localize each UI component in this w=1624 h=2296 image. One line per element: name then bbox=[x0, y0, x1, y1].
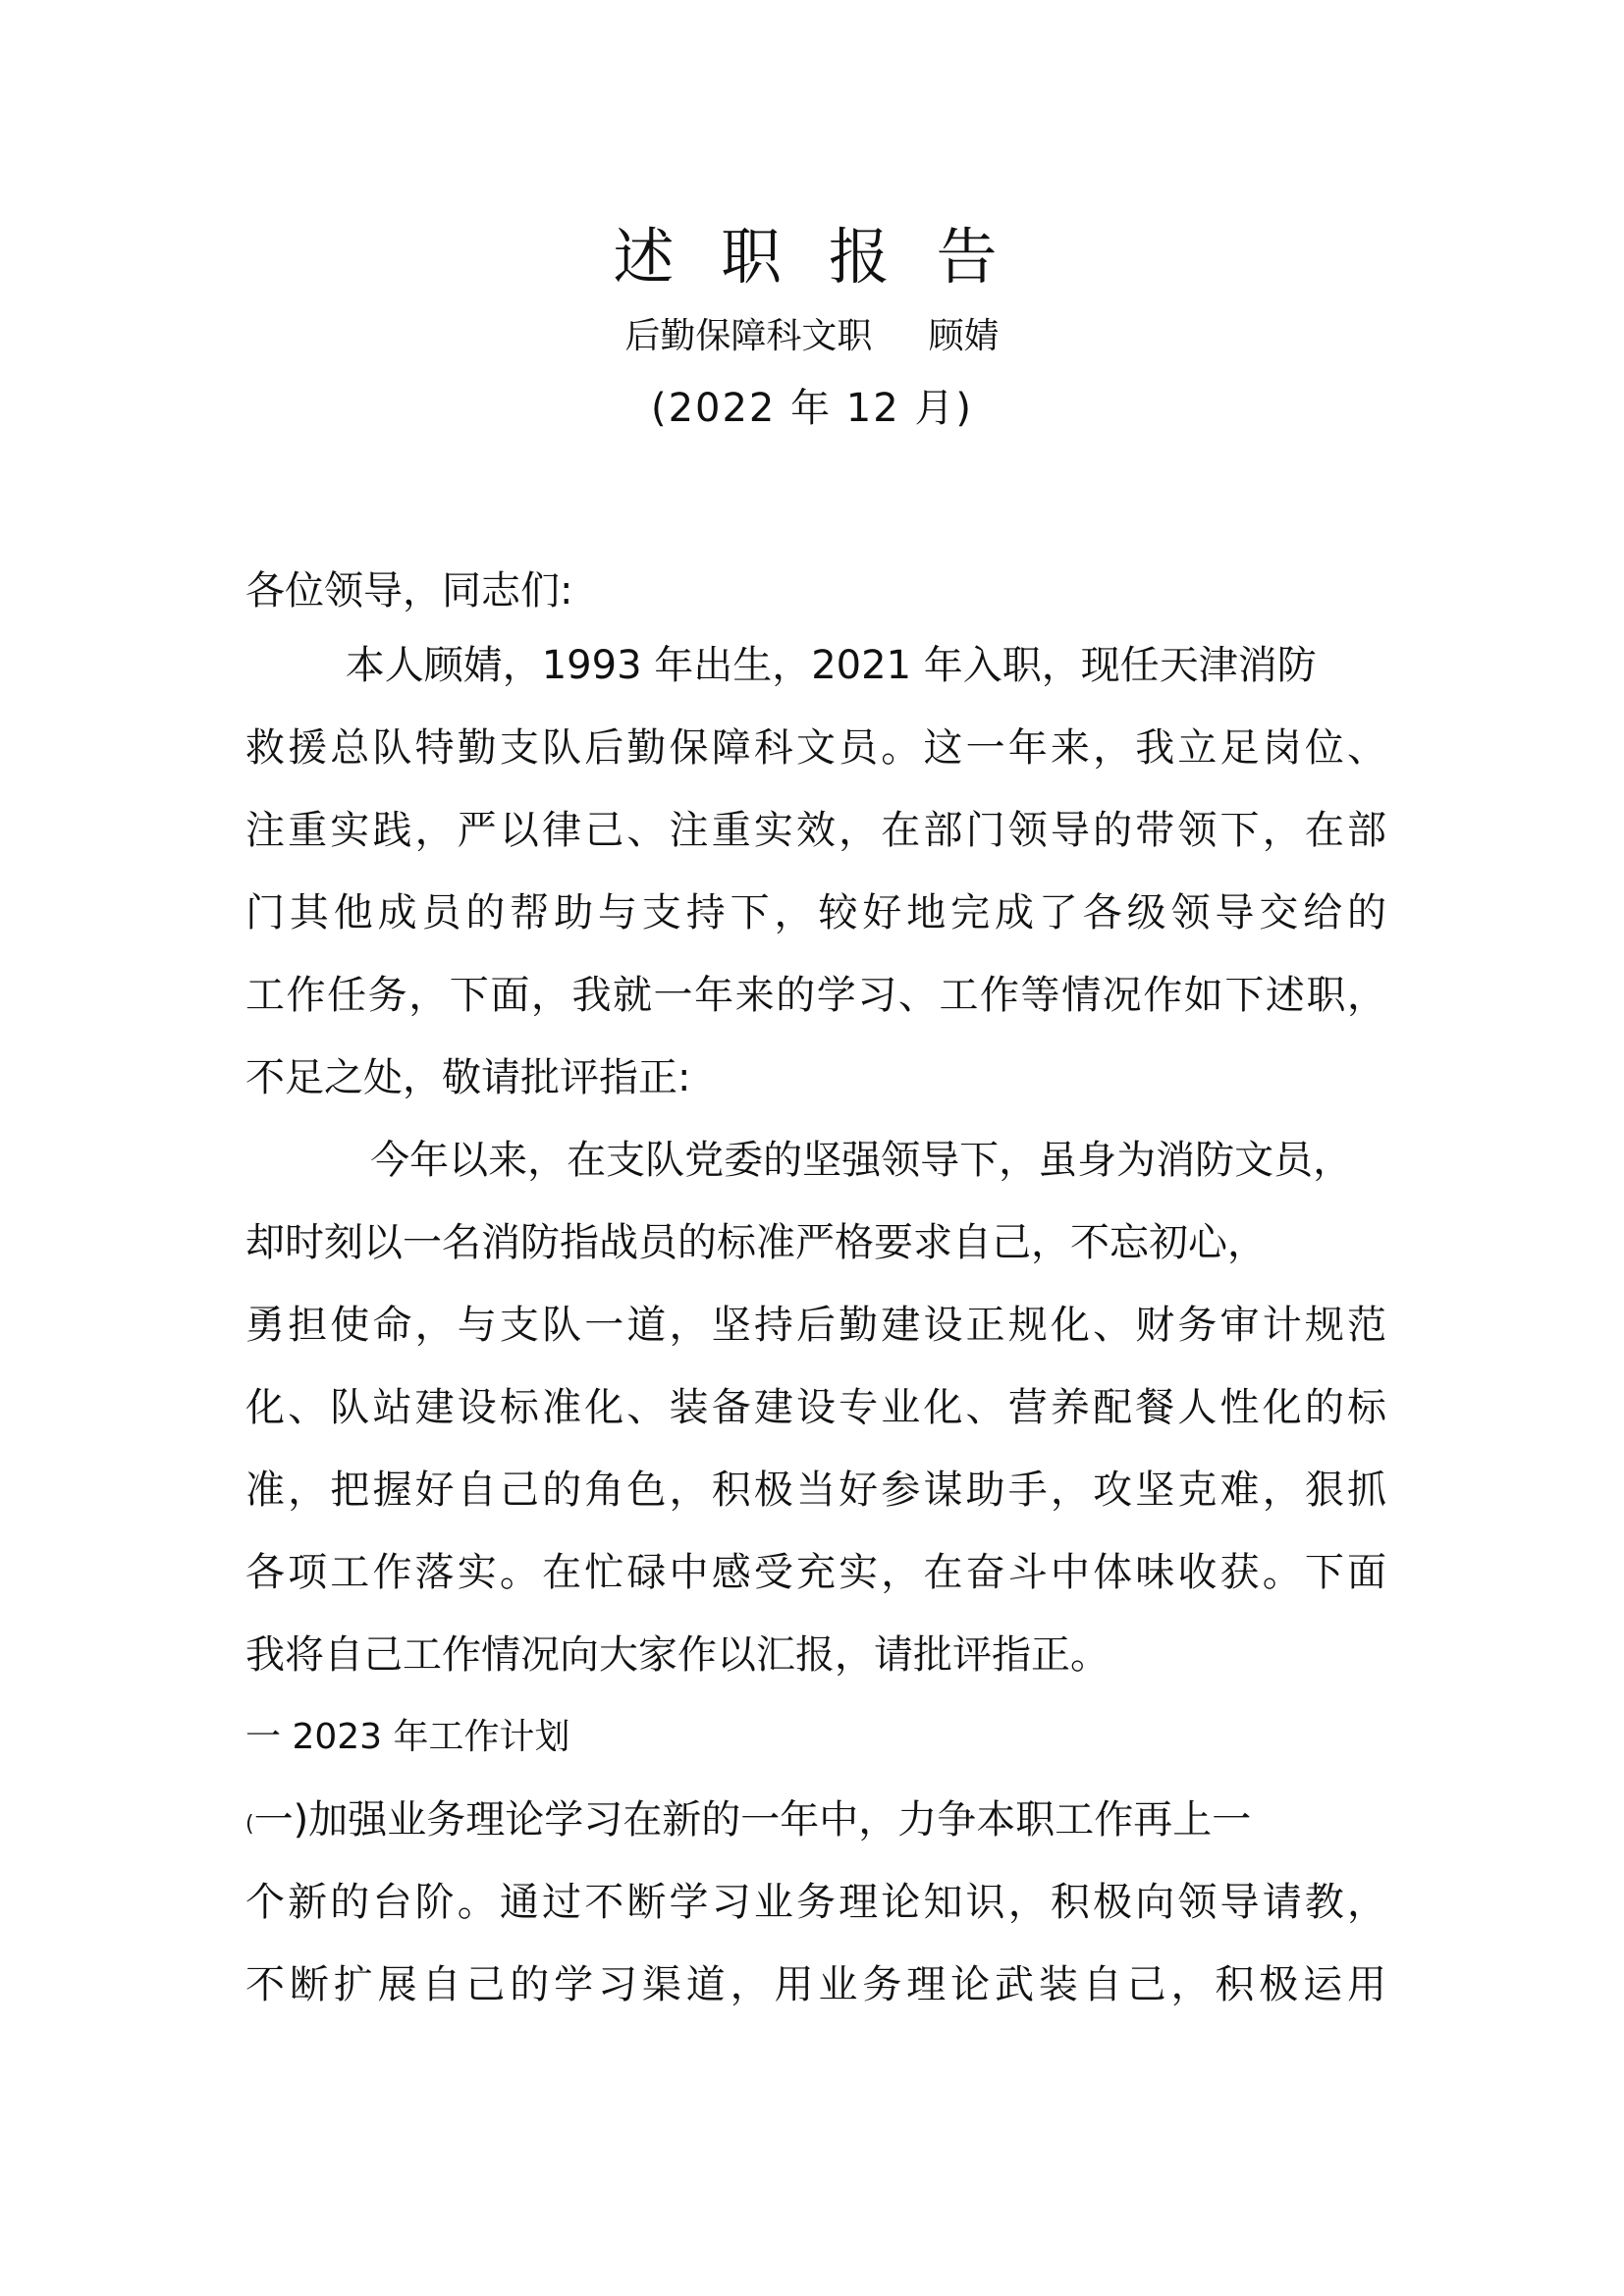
body-line: 今年以来，在支队党委的坚强领导下，虽身为消防文员， bbox=[245, 1138, 1353, 1183]
subsection-line: 不断扩展自己的学习渠道，用业务理论武装自己，积极运用 bbox=[245, 1962, 1386, 2007]
body-line: 工作任务，下面，我就一年来的学习、工作等情况作如下述职， bbox=[245, 973, 1386, 1018]
author-line: 后勤保障科文职 顾婧 bbox=[624, 316, 1000, 356]
subsection-line bbox=[245, 1792, 1251, 1852]
body-line: 却时刻以一名消防指战员的标准严格要求自己，不忘初心， bbox=[245, 1220, 1267, 1265]
body-line: 化、队站建设标准化、装备建设专业化、营养配餐人性化的标 bbox=[245, 1385, 1386, 1430]
page-title: 述 职 报 告 bbox=[613, 221, 1011, 293]
subsection-line: 个新的台阶。通过不断学习业务理论知识，积极向领导请教， bbox=[245, 1880, 1386, 1925]
body-line: 勇担使命，与支队一道，坚持后勤建设正规化、财务审计规范 bbox=[245, 1303, 1386, 1348]
body-line: 我将自己工作情况向大家作以汇报，请批评指正。 bbox=[245, 1632, 1110, 1678]
body-line: 不足之处，敬请批评指正: bbox=[245, 1055, 691, 1100]
subsection-marker: ( bbox=[245, 1812, 254, 1837]
body-line: 救援总队特勤支队后勤保障科文员。这一年来，我立足岗位、 bbox=[245, 725, 1386, 771]
body-line: 准，把握好自己的角色，积极当好参谋助手，攻坚克难，狠抓 bbox=[245, 1468, 1386, 1513]
date-line: (2022 年 12 月) bbox=[650, 386, 974, 431]
body-line: 注重实践，严以律己、注重实效，在部门领导的带领下，在部 bbox=[245, 808, 1386, 853]
section-heading: 一 2023 年工作计划 bbox=[245, 1717, 570, 1757]
body-line: 本人顾婧，1993 年出生，2021 年入职，现任天津消防 bbox=[245, 643, 1317, 688]
body-line: 各项工作落实。在忙碌中感受充实，在奋斗中体味收获。下面 bbox=[245, 1550, 1386, 1595]
salutation: 各位领导，同志们: bbox=[245, 568, 573, 614]
subsection-text: 一)加强业务理论学习在新的一年中，力争本职工作再上一 bbox=[253, 1797, 1252, 1842]
body-line: 门其他成员的帮助与支持下，较好地完成了各级领导交给的 bbox=[245, 890, 1386, 935]
